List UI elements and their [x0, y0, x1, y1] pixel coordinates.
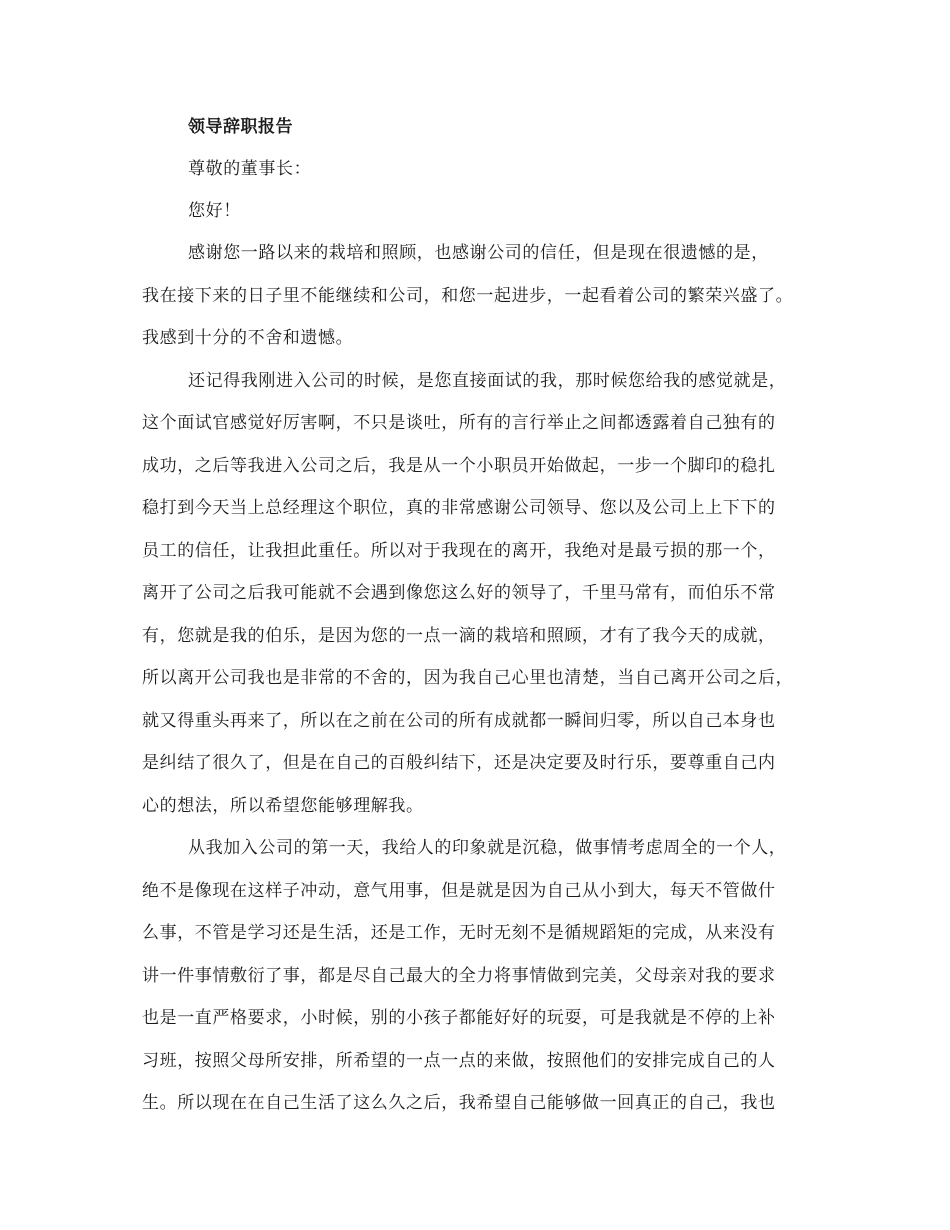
paragraph-1-line-3: 我感到十分的不舍和遗憾。: [142, 328, 354, 348]
greeting: 您好！: [188, 201, 241, 221]
paragraph-3-line-4: 讲一件事情敷衍了事，都是尽自己最大的全力将事情做到完美，父母亲对我的要求: [142, 966, 776, 986]
paragraph-2-line-3: 成功，之后等我进入公司之后，我是从一个小职员开始做起，一步一个脚印的稳扎: [142, 456, 776, 476]
paragraph-3-line-6: 习班，按照父母所安排，所希望的一点一点的来做，按照他们的安排完成自己的人: [142, 1051, 776, 1071]
paragraph-2-line-1: 还记得我刚进入公司的时候，是您直接面试的我，那时候您给我的感觉就是，: [188, 371, 787, 391]
paragraph-1-line-1: 感谢您一路以来的栽培和照顾，也感谢公司的信任，但是现在很遗憾的是，: [188, 243, 769, 263]
paragraph-2-line-6: 离开了公司之后我可能就不会遇到像您这么好的领导了，千里马常有，而伯乐不常: [142, 583, 776, 603]
paragraph-2-line-11: 心的想法，所以希望您能够理解我。: [142, 796, 424, 816]
paragraph-2-line-10: 是纠结了很久了，但是在自己的百般纠结下，还是决定要及时行乐，要尊重自己内: [142, 753, 776, 773]
paragraph-2-line-9: 就又得重头再来了，所以在之前在公司的所有成就都一瞬间归零，所以自己本身也: [142, 711, 776, 731]
paragraph-2-line-4: 稳打到今天当上总经理这个职位，真的非常感谢公司领导、您以及公司上上下下的: [142, 498, 776, 518]
paragraph-2-line-7: 有，您就是我的伯乐，是因为您的一点一滴的栽培和照顾，才有了我今天的成就，: [142, 626, 776, 646]
paragraph-1-line-2: 我在接下来的日子里不能继续和公司，和您一起进步，一起看着公司的繁荣兴盛了。: [142, 286, 794, 306]
paragraph-3-line-2: 绝不是像现在这样子冲动，意气用事，但是就是因为自己从小到大，每天不管做什: [142, 881, 776, 901]
paragraph-2-line-2: 这个面试官感觉好厉害啊，不只是谈吐，所有的言行举止之间都透露着自己独有的: [142, 413, 776, 433]
paragraph-2-line-5: 员工的信任，让我担此重任。所以对于我现在的离开，我绝对是最亏损的那一个，: [142, 541, 776, 561]
document-title: 领导辞职报告: [188, 117, 293, 137]
paragraph-3-line-7: 生。所以现在在自己生活了这么久之后，我希望自己能够做一回真正的自己，我也: [142, 1093, 776, 1113]
paragraph-3-line-5: 也是一直严格要求，小时候，别的小孩子都能好好的玩耍，可是我就是不停的上补: [142, 1008, 776, 1028]
paragraph-2-line-8: 所以离开公司我也是非常的不舍的，因为我自己心里也清楚，当自己离开公司之后，: [142, 668, 794, 688]
paragraph-3-line-3: 么事，不管是学习还是生活，还是工作，无时无刻不是循规蹈矩的完成，从来没有: [142, 923, 776, 943]
salutation: 尊敬的董事长：: [188, 159, 312, 179]
paragraph-3-line-1: 从我加入公司的第一天，我给人的印象就是沉稳，做事情考虑周全的一个人，: [188, 838, 787, 858]
